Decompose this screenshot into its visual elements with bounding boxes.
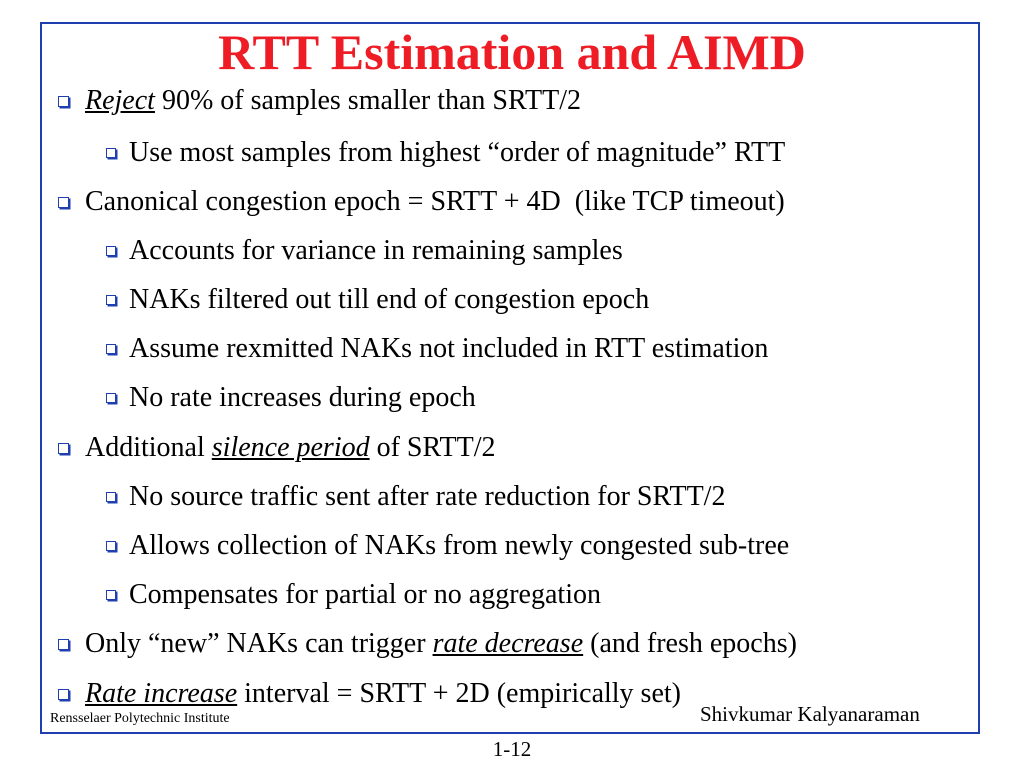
bullet-text [129, 481, 725, 513]
bullet-item [58, 628, 797, 660]
bullet-text-part: Accounts for variance in remaining samples [129, 235, 623, 266]
emphasized-term: silence period [211, 432, 370, 463]
bullet-item [58, 432, 496, 464]
footer-author: Shivkumar Kalyanaraman [700, 702, 920, 726]
hollow-square-bullet-icon [58, 96, 69, 107]
bullet-text-part: NAKs filtered out till end of congestion epoch [129, 284, 650, 315]
hollow-square-bullet-icon [58, 689, 69, 700]
bullet-text-part: Assume rexmitted NAKs not included in RTT estimation [129, 333, 769, 364]
sub-bullet-item [106, 284, 649, 316]
bullet-text-part: Allows collection of NAKs from newly congested sub-tree [129, 530, 790, 561]
sub-bullet-item [106, 235, 623, 267]
hollow-square-bullet-icon [58, 639, 69, 650]
bullet-text [129, 382, 476, 414]
bullet-text [129, 530, 789, 562]
slide-title: RTT Estimation and AIMD [218, 24, 806, 80]
bullet-text-part: Only “new” NAKs can trigger [85, 628, 433, 659]
bullet-text [129, 137, 785, 169]
bullet-text [129, 579, 601, 611]
hollow-square-bullet-icon [106, 492, 116, 502]
bullet-text [85, 678, 681, 710]
bullet-text [129, 333, 768, 365]
sub-bullet-item [106, 481, 725, 513]
emphasized-term: rate decrease [432, 628, 584, 659]
hollow-square-bullet-icon [58, 197, 69, 208]
sub-bullet-item [106, 333, 768, 365]
page-number: 1-12 [492, 737, 532, 761]
bullet-text [129, 235, 623, 267]
bullet-text-part: Use most samples from highest “order of magnitude” RTT [129, 137, 786, 168]
bullet-item [58, 186, 785, 218]
hollow-square-bullet-icon [58, 443, 69, 454]
bullet-item [58, 85, 581, 117]
hollow-square-bullet-icon [106, 541, 116, 551]
bullet-text-part: Canonical congestion epoch = SRTT + 4D (like TCP timeout) [85, 186, 785, 217]
bullet-text-part: of SRTT/2 [369, 432, 496, 463]
sub-bullet-item [106, 579, 601, 611]
bullet-text [129, 284, 649, 316]
sub-bullet-item [106, 530, 789, 562]
sub-bullet-item [106, 137, 785, 169]
footer-institution: Rensselaer Polytechnic Institute [50, 711, 230, 726]
bullet-text-part: (and fresh epochs) [583, 628, 797, 659]
bullet-text-part: Additional [85, 432, 212, 463]
bullet-text-part: No source traffic sent after rate reduction for SRTT/2 [129, 481, 726, 512]
emphasized-term: Reject [85, 85, 155, 116]
bullet-text-part: Compensates for partial or no aggregation [129, 579, 601, 610]
sub-bullet-item [106, 382, 476, 414]
hollow-square-bullet-icon [106, 344, 116, 354]
bullet-text [85, 85, 581, 117]
hollow-square-bullet-icon [106, 246, 116, 256]
bullet-text-part: No rate increases during epoch [129, 382, 476, 413]
bullet-text [85, 186, 785, 218]
bullet-text-part: interval = SRTT + 2D (empirically set) [237, 678, 681, 709]
bullet-text [85, 432, 496, 464]
hollow-square-bullet-icon [106, 295, 116, 305]
hollow-square-bullet-icon [106, 590, 116, 600]
emphasized-term: Rate increase [85, 678, 238, 709]
bullet-text [85, 628, 797, 660]
bullet-text-part: 90% of samples smaller than SRTT/2 [154, 85, 581, 116]
hollow-square-bullet-icon [106, 393, 116, 403]
bullet-item [58, 678, 681, 710]
hollow-square-bullet-icon [106, 148, 116, 158]
